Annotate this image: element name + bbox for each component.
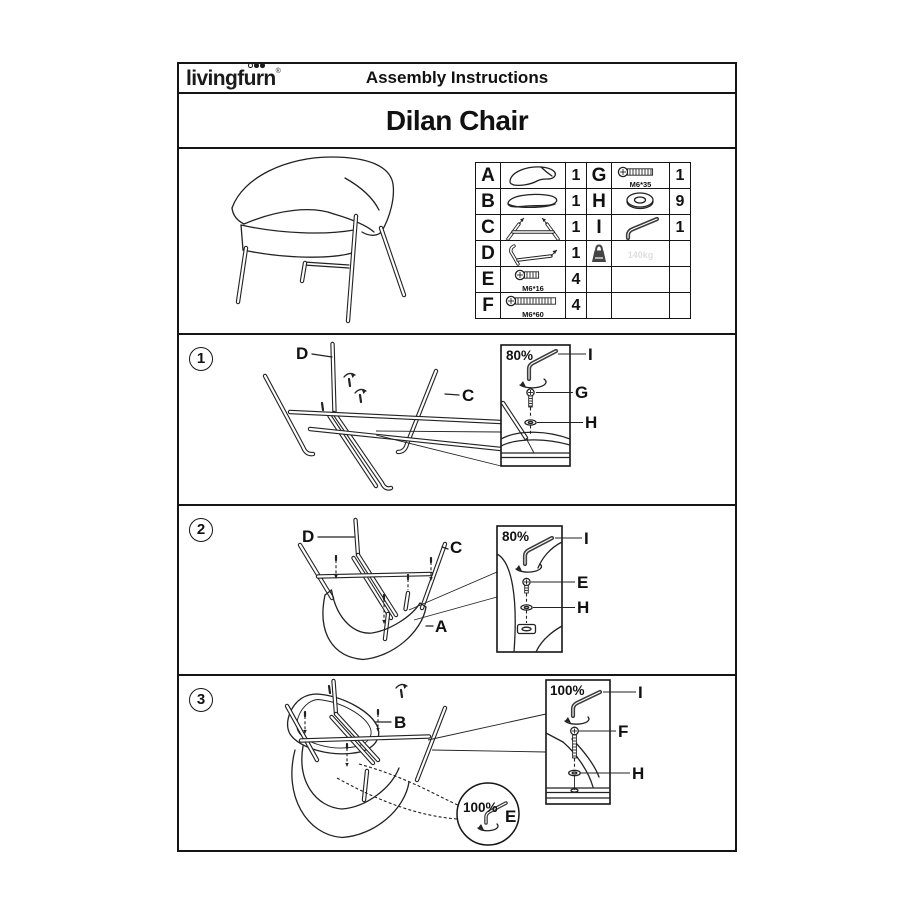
part-e-cell (501, 267, 566, 293)
label-screw-f: F (618, 722, 629, 741)
part-letter: H (587, 189, 612, 215)
part-letter: F (476, 293, 501, 319)
inset-scale: 100% (550, 683, 585, 698)
table-row (476, 267, 691, 293)
header-row (179, 64, 735, 94)
part-h-cell (612, 189, 670, 215)
part-qty: 9 (670, 189, 691, 215)
part-f-cell (501, 293, 566, 319)
table-row (476, 189, 691, 215)
label-frame-d: D (296, 344, 309, 363)
label-screw-g: G (575, 383, 589, 402)
frame-d-icon (501, 241, 565, 266)
part-letter: I (587, 215, 612, 241)
step-2-section (179, 506, 735, 676)
step-number: 2 (189, 518, 213, 542)
label-frame-c: C (462, 386, 475, 405)
part-letter: B (476, 189, 501, 215)
part-qty: 1 (566, 189, 587, 215)
part-i-cell (612, 215, 670, 241)
table-row (476, 241, 691, 267)
step-1-section (179, 335, 735, 506)
part-qty: 1 (566, 215, 587, 241)
max-load-icon-cell (587, 241, 612, 267)
part-qty: 1 (670, 163, 691, 189)
part-letter: G (587, 163, 612, 189)
label-tool-e: E (505, 807, 517, 826)
hex-key-icon (612, 215, 669, 240)
empty-cell (612, 267, 670, 293)
part-qty: 4 (566, 293, 587, 319)
weight-icon (587, 241, 611, 266)
product-name: Dilan Chair (385, 105, 529, 136)
chair-illustration (191, 151, 471, 331)
brand-name: livingfurn (186, 67, 276, 90)
inset-scale: 80% (506, 348, 534, 363)
label-tool-i: I (638, 683, 643, 702)
screw-size-label: M6*16 (522, 283, 544, 293)
registered-mark: ® (275, 68, 281, 75)
label-backrest-a: A (435, 617, 448, 636)
label-seat-b: B (394, 713, 407, 732)
label-washer-h: H (632, 764, 645, 783)
part-letter: E (476, 267, 501, 293)
part-c-cell (501, 215, 566, 241)
part-qty: 1 (566, 241, 587, 267)
step-1-diagram (179, 335, 735, 504)
washer-icon (612, 189, 669, 214)
label-frame-d: D (302, 527, 315, 546)
frame-c-icon (501, 215, 565, 240)
screw-size-label: M6*35 (629, 179, 652, 189)
part-qty: 4 (566, 267, 587, 293)
empty-cell (612, 293, 670, 319)
inset-circle-scale: 100% (463, 800, 498, 815)
step-number: 3 (189, 688, 213, 712)
part-g-cell (612, 163, 670, 189)
label-tool-i: I (584, 529, 589, 548)
max-load-cell (612, 241, 670, 267)
empty-cell (670, 293, 691, 319)
label-tool-i: I (588, 345, 593, 364)
document-title: Assembly Instructions (365, 68, 549, 87)
empty-cell (587, 293, 612, 319)
parts-table (475, 162, 691, 319)
step-2-diagram (179, 506, 735, 674)
step-3-diagram (179, 676, 735, 850)
step-3-section (179, 676, 735, 850)
table-row (476, 215, 691, 241)
backrest-part-icon (501, 163, 565, 188)
table-row (476, 163, 691, 189)
part-a-cell (501, 163, 566, 189)
label-screw-e: E (577, 573, 589, 592)
max-load-value: 140kg (627, 249, 654, 260)
part-qty: 1 (566, 163, 587, 189)
product-title-row (179, 94, 735, 149)
part-qty: 1 (670, 215, 691, 241)
part-letter: C (476, 215, 501, 241)
step-number: 1 (189, 347, 213, 371)
label-frame-c: C (450, 538, 463, 557)
part-letter: A (476, 163, 501, 189)
label-washer-h: H (577, 598, 590, 617)
inset-scale: 80% (502, 529, 530, 544)
part-b-cell (501, 189, 566, 215)
empty-cell (587, 267, 612, 293)
seat-part-icon (501, 189, 565, 214)
logo-dots-icon (248, 63, 265, 68)
part-letter: D (476, 241, 501, 267)
parts-section (179, 149, 735, 335)
table-row (476, 293, 691, 319)
empty-cell (670, 241, 691, 267)
instruction-page (177, 62, 737, 852)
screw-size-label: M6*60 (522, 309, 544, 319)
label-washer-h: H (585, 413, 598, 432)
empty-cell (670, 267, 691, 293)
part-d-cell (501, 241, 566, 267)
